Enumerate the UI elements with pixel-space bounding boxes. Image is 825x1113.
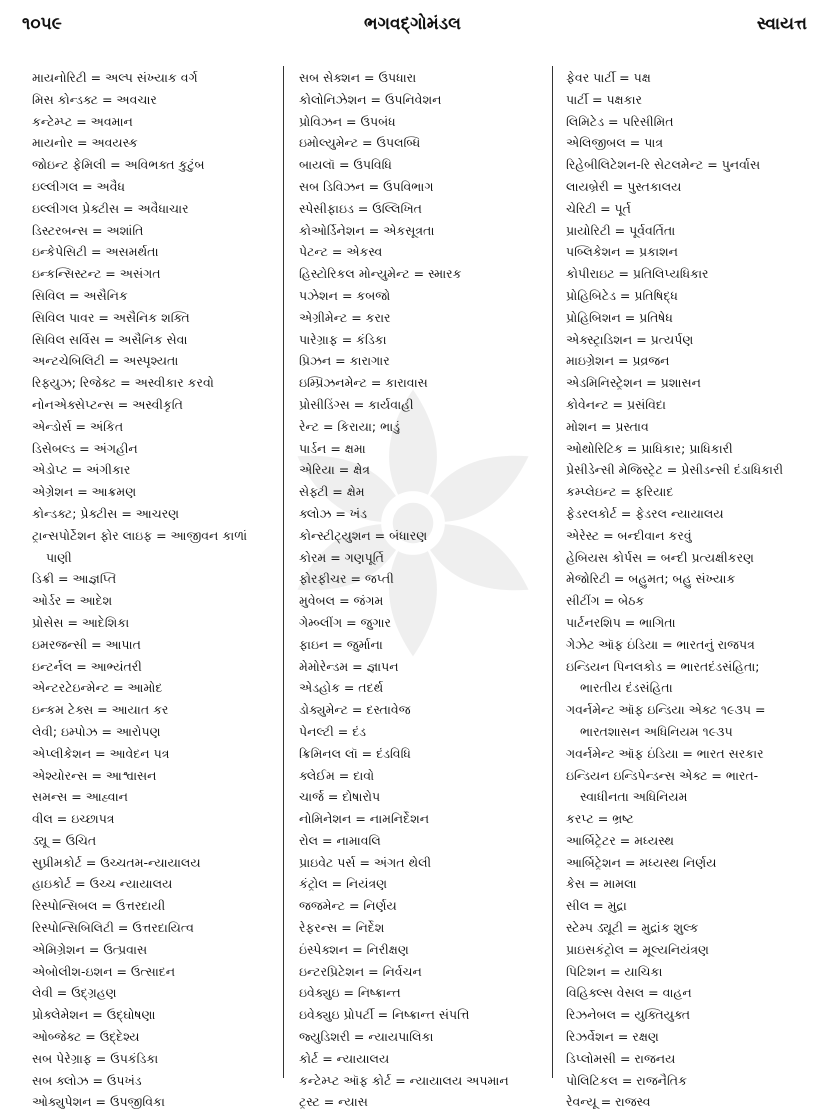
glossary-entry: કન્ટેમ્પ્ટ ઑફ કોર્ટ = ન્યાયાલય અપમાન [299,1072,509,1088]
glossary-entry: કોરમ = ગણપૂર્તિ [299,549,384,565]
glossary-entry: ઇમ્પ્રિઝનમેન્ટ = કારાવાસ [299,375,428,391]
column-middle [299,67,543,1113]
glossary-entry: પેટન્ટ = એકસ્વ [299,244,383,260]
glossary-entry: એમિગ્રેશન = ઉત્પ્રવાસ [32,941,148,957]
glossary-entry: પ્રાઇસકંટ્રોલ = મૂલ્યનિયંત્રણ [566,941,709,957]
glossary-entry: સ્ટેમ્પ ડ્યૂટી = મુદ્રાંક શુલ્ક [566,920,699,936]
glossary-entry: રિફ્યુઝ; રિજેક્ટ = અસ્વીકાર કરવો [32,375,214,391]
glossary-entry: પઝેશન = કબજો [299,287,391,303]
glossary-entry: ઇન્ડિયન ઇન્ડિપેન્ડન્સ એક્ટ = ભારત- [566,767,759,783]
glossary-entry: બાયલૉ = ઉપવિધિ [299,157,392,173]
glossary-entry: આર્બિટ્રેટર = મધ્યસ્થ [566,832,674,848]
glossary-entry: કોન્સ્ટીટ્યુશન = બંધારણ [299,527,428,543]
glossary-entry: એડોપ્ટ = અંગીકાર [32,462,131,478]
glossary-entry: જ્યુડિશરી = ન્યાયપાલિકા [299,1029,434,1045]
glossary-entry: પ્રોસીડિંગ્સ = કાર્યવાહી [299,396,414,412]
glossary-entry: એગ્રેશન = આક્રમણ [32,484,137,500]
glossary-entry: સ્વાધીનતા અધિનિયમ [580,789,688,805]
glossary-entry: ફેડરલકોર્ટ = ફેડરલ ન્યાયાલય [566,505,724,521]
glossary-entry: સિવિલ પાવર = અસૈનિક શક્તિ [32,309,190,325]
glossary-entry: એબોલીશ-ઇશન = ઉત્સાદન [32,963,176,979]
glossary-entry: ભારતીય દંડસંહિતા [580,680,673,696]
glossary-entry: કોન્ડક્ટ; પ્રેક્ટીસ = આચરણ [32,505,180,521]
glossary-entry: ડોક્યુમેન્ટ = દસ્તાવેજ [299,702,411,718]
glossary-entry: સ્પેસીફાઇડ = ઉલ્લિખિત [299,200,422,216]
glossary-entry: ગેઝેટ ઑફ ઇંડિયા = ભારતનું રાજપત્ર [566,636,755,652]
glossary-entry: સબ પેરેગ્રાફ = ઉપકંડિકા [32,1050,159,1066]
glossary-entry: પ્રોહિબિશન = પ્રતિષેધ [566,309,673,325]
glossary-entry: પાર્ટી = પક્ષકાર [566,91,642,107]
glossary-entry: પ્રાયોરિટી = પૂર્વવર્તિતા [566,222,676,238]
glossary-entry: ઇન્ટર્નલ = આભ્યંતરી [32,658,142,674]
glossary-entry: નોનએક્સેપ્ટન્સ = અસ્વીકૃતિ [32,396,183,412]
glossary-entry: ટ્રાન્સપોર્ટેશન ફોર લાઇફ = આજીવન કાળાં [32,527,248,543]
glossary-entry: ફોરફીચર = જપ્તી [299,571,394,587]
glossary-entry: ચેરિટી = પૂર્ત [566,200,631,216]
glossary-entry: ઇવેક્યુઇ = નિષ્ક્રાન્ત [299,985,401,1001]
glossary-entry: રેવન્યૂ = રાજસ્વ [566,1094,651,1110]
glossary-entry: કેસ = મામલા [566,876,637,892]
glossary-entry: એલિજીબલ = પાત્ર [566,135,664,151]
glossary-entry: રિઝનેબલ = યુક્તિયુક્ત [566,1007,691,1023]
column-divider [283,66,284,1078]
glossary-entry: મેજોરિટી = બહુમત; બહુ સંખ્યાક [566,571,736,587]
glossary-entry: ઇન્ડિયન પિનલકોડ = ભારતદંડસંહિતા; [566,658,760,674]
page-header [0,0,825,58]
glossary-entry: એગ્રીમેન્ટ = કરાર [299,309,391,325]
glossary-entry: એડમિનિસ્ટ્રેશન = પ્રશાસન [566,375,701,391]
glossary-entry: એશ્યોરન્સ = આશ્વાસન [32,767,157,783]
glossary-entry: પ્રોહિબિટેડ = પ્રતિષિદ્ધ [566,287,678,303]
glossary-entry: ઇન્ટરપ્રિટેશન = નિર્વચન [299,963,422,979]
glossary-entry: ગવર્નમેન્ટ ઑફ ઇન્ડિયા એક્ટ ૧૯૩૫ = [566,702,766,718]
glossary-entry: લાયબ્રેરી = પુસ્તકાલય [566,178,682,194]
glossary-entry: અન્ટચેબિલિટી = અસ્પૃશ્યતા [32,353,179,369]
glossary-entry: પ્રિઝન = કારાગાર [299,353,390,369]
glossary-entry: રોલ = નામાવલિ [299,832,381,848]
glossary-entry: એન્ટરટેઇન્મેન્ટ = આમોદ [32,680,163,696]
glossary-entry: રિઝર્વેશન = રક્ષણ [566,1029,659,1045]
glossary-entry: પબ્લિકેશન = પ્રકાશન [566,244,678,260]
glossary-entry: એડહોક = તદર્થ [299,680,384,696]
glossary-entry: ક્લેઈમ = દાવો [299,767,375,783]
glossary-entry: મુવેબલ = જંગમ [299,593,384,609]
page-number: ૧૦૫૯ [22,14,62,34]
glossary-entry: પાણી [46,549,72,565]
glossary-entry: હેબિયસ કોર્પસ = બન્દી પ્રત્યક્ષીકરણ [566,549,754,565]
glossary-entry: મેમોરેન્ડમ = જ્ઞાપન [299,658,399,674]
glossary-entry: ડિપ્લોમસી = રાજનય [566,1050,676,1066]
glossary-entry: લેવી; ઇમ્પોઝ = આરોપણ [32,723,161,739]
glossary-entry: કોર્ટ = ન્યાયાલય [299,1050,390,1066]
glossary-entry: ડિસ્ટરબન્સ = અશાંતિ [32,222,144,238]
glossary-entry: લેવી = ઉદ્ગ્રહણ [32,985,117,1001]
glossary-entry: સમન્સ = આહ્વાન [32,789,128,805]
glossary-entry: ટ્રસ્ટ = ન્યાસ [299,1094,368,1110]
glossary-entry: પ્રેસીડેન્સી મેજિસ્ટ્રેટ = પ્રેસીડન્સી દંડાધિકારી [566,462,784,478]
glossary-entry: પાર્ટનરશિપ = ભાગિતા [566,614,676,630]
glossary-entry: માયનોરિટી = અલ્પ સંખ્યાક વર્ગ [32,70,198,85]
glossary-entry: ઓક્યુપેશન = ઉપજીવિકા [32,1094,165,1110]
glossary-entry: એરેસ્ટ = બન્દીવાન કરવું [566,527,692,543]
glossary-entry: સીટીંગ = બેઠક [566,593,645,609]
glossary-entry: સુપ્રીમકોર્ટ = ઉચ્ચતમ-ન્યાયાલય [32,854,201,870]
glossary-entry: ઇંસ્પેક્શન = નિરીક્ષણ [299,941,409,957]
book-title: ભગવદ્ગોમંડલ [364,14,461,34]
glossary-entry: રેફરન્સ = નિર્દેશ [299,920,385,936]
glossary-entry: સબ ડિવિઝન = ઉપવિભાગ [299,178,434,194]
glossary-entry: સેફ્ટી = ક્ષેમ [299,484,365,500]
glossary-entry: મિસ કોન્ડક્ટ = અવચાર [32,91,157,107]
glossary-entry: ઇમોલ્યુમેન્ટ = ઉપલબ્ધિ [299,135,421,151]
glossary-entry: હાઇકોર્ટ = ઉચ્ચ ન્યાયાલય [32,876,173,892]
glossary-entry: એક્સ્ટ્રાડિશન = પ્રત્યર્પણ [566,331,694,347]
glossary-entry: મોશન = પ્રસ્તાવ [566,418,649,434]
glossary-entry: રિસ્પોન્સિબિલિટી = ઉત્તરદાયિત્વ [32,920,194,936]
glossary-entry: વિહિક્લ્સ વેસલ = વાહન [566,985,692,1001]
glossary-entry: ઇન્કમ ટેક્સ = આયાત કર [32,702,169,718]
glossary-entry: ઓથોરિટિક = પ્રાધિકાર; પ્રાધિકારી [566,440,733,456]
glossary-entry: પ્રાઇવેટ પર્સ = અંગત થેલી [299,854,432,870]
glossary-entry: પ્રોસેસ = આદેશિકા [32,614,130,630]
glossary-entry: એપ્લીકેશન = આવેદન પત્ર [32,745,170,761]
glossary-entry: ભારતશાસન અધિનિયમ ૧૯૩૫ [580,723,733,739]
glossary-entry: આર્બિટ્રેશન = મધ્યસ્થ નિર્ણય [566,854,717,870]
glossary-entry: રિહેબીલિટેશન-રિ સેટલમેન્ટ = પુનર્વાસ [566,157,761,173]
glossary-entry: માયનોર = અવયસ્ક [32,135,138,151]
glossary-entry: ડ્યૂ = ઉચિત [32,832,97,848]
glossary-entry: વીલ = ઇચ્છાપત્ર [32,811,115,827]
running-head: સ્વાયત્ત [756,14,807,34]
glossary-entry: સિવિલ સર્વિસ = અસૈનિક સેવા [32,331,188,347]
column-right [566,67,818,1113]
glossary-entry: પોલિટિકલ = રાજનૈતિક [566,1072,687,1088]
column-divider [552,66,553,1078]
glossary-entry: પેનલ્ટી = દંડ [299,723,367,739]
glossary-entry: ઓર્ડર = આદેશ [32,593,113,609]
glossary-entry: ડિક્રી = આજ્ઞપ્તિ [32,571,117,587]
glossary-entry: માઇગ્રેશન = પ્રવ્રજન [566,353,670,369]
glossary-entry: હિસ્ટોરિકલ મોન્યુમેન્ટ = સ્મારક [299,266,462,282]
glossary-entry: એરિયા = ક્ષેત્ર [299,462,370,478]
glossary-entry: ક્લોઝ = ખંડ [299,505,367,521]
glossary-entry: ક્રિમિનલ લૉ = દંડવિધિ [299,745,411,761]
glossary-entry: ચાર્જ = દોષારોપ [299,789,381,805]
glossary-entry: ફાઇન = જુર્માના [299,636,383,652]
glossary-entry: ઇલ્લીગલ = અવૈધ [32,178,126,194]
glossary-entry: ગેમ્બ્લીંગ = જુગાર [299,614,391,630]
glossary-entry: સબ ક્લોઝ = ઉપખંડ [32,1072,142,1088]
glossary-entry: રિસ્પોન્સિબલ = ઉત્તરદાયી [32,898,166,914]
glossary-entry: કરપ્ટ = ભ્રષ્ટ [566,811,634,827]
glossary-entry: પાર્ડન = ક્ષમા [299,440,366,456]
glossary-entry: પારેગ્રાફ = કંડિકા [299,331,387,347]
glossary-entry: ઇન્કન્સિસ્ટન્ટ = અસંગત [32,266,161,282]
glossary-entry: કોલોનિઝેશન = ઉપનિવેશન [299,91,442,107]
glossary-entry: પ્રોવિઝન = ઉપબંધ [299,113,396,129]
glossary-entry: જોઇન્ટ ફેમિલી = અવિભક્ત કુટુંબ [32,157,205,173]
glossary-entry: નોમિનેશન = નામનિર્દેશન [299,811,430,827]
glossary-entry: કંટ્રોલ = નિયંત્રણ [299,876,388,892]
glossary-entry: પિટિશન = યાચિકા [566,963,663,979]
glossary-entry: કન્ટેમ્પ્ટ = અવમાન [32,113,133,129]
glossary-entry: ફેવર પાર્ટી = પક્ષ [566,70,651,85]
column-left [32,67,270,1113]
glossary-entry: ઇન્કેપેસિટી = અસમર્થતા [32,244,159,260]
glossary-entry: સીલ = મુદ્રા [566,898,627,914]
glossary-entry: ઇમરજન્સી = આપાત [32,636,141,652]
glossary-entry: કોપીરાઇટ = પ્રતિલિપ્યધિકાર [566,266,709,282]
glossary-entry: એન્ડોર્સ = અંકિત [32,418,124,434]
glossary-entry: ઓબ્જેક્ટ = ઉદ્દેશ્ય [32,1029,140,1045]
glossary-entry: ઇવેક્યુઇ પ્રોપર્ટી = નિષ્ક્રાન્ત સંપત્તિ [299,1007,470,1023]
glossary-entry: સબ સેક્શન = ઉપધારા [299,70,417,85]
glossary-entry: સિવિલ = અસૈનિક [32,287,128,303]
glossary-entry: પ્રોક્લેમેશન = ઉદ્ઘોષણા [32,1007,156,1023]
glossary-entry: લિમિટેડ = પરિસીમિત [566,113,674,129]
glossary-entry: ગવર્નમેન્ટ ઑફ ઇંડિયા = ભારત સરકાર [566,745,764,761]
glossary-entry: કોવેનન્ટ = પ્રસંવિદા [566,396,666,412]
glossary-entry: કમ્પ્લેઇન્ટ = ફરિયાદ [566,484,674,500]
glossary-entry: રેન્ટ = કિરાયા; ભાડું [299,418,401,434]
glossary-entry: ઇલ્લીગલ પ્રેક્ટીસ = અવૈધાચાર [32,200,189,216]
glossary-entry: ડિસેબલ્ડ = અંગહીન [32,440,138,456]
glossary-entry: જજમેન્ટ = નિર્ણય [299,898,397,914]
glossary-entry: કોઓર્ડિનેશન = એકસૂત્રતા [299,222,435,238]
